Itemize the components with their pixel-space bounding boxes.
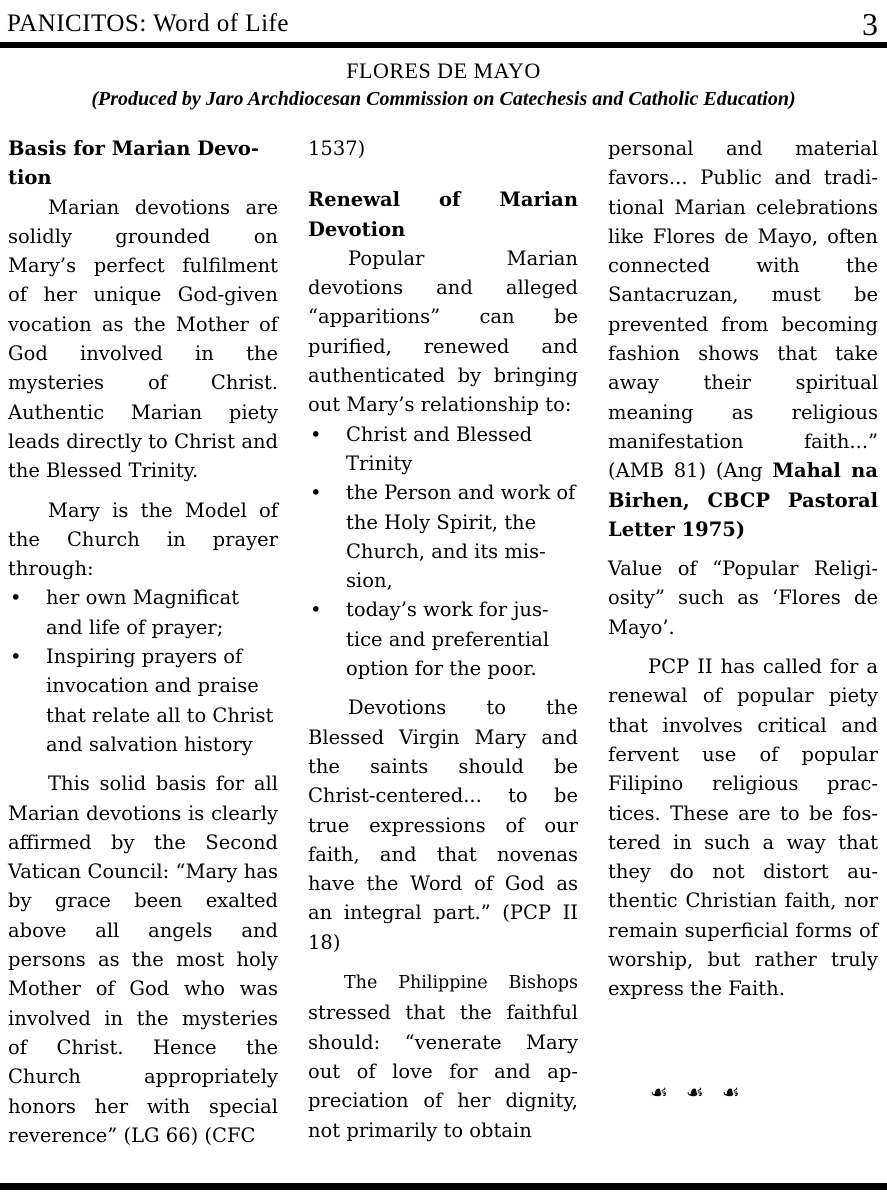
paragraph: Devotions to the Blessed Virgin Mary and the saints should be Christ-centered... to be true expressions of our faith, and that novenas have the Word of God as an integral part.” (PCP II 18): [308, 696, 578, 954]
section-heading-renewal: Renewal of Marian Devotion: [308, 188, 578, 241]
paragraph-text: personal and material favors... Public and traditional Marian celebrations like Flores de Mayo, often connected with the Santacruzan, must be prevented from becoming fashion shows that take away their spiritual meaning as religious manifestation faith...” (AMB 81) (Ang: [608, 137, 878, 483]
paragraph: PCP II has called for a renewal of popular piety that involves critical and fervent use of popular Filipino religious practices. These are to be fostered in such a way that they do not distort authentic Christian faith, nor remain superficial forms of worship, but rather truly express the Faith.: [608, 655, 878, 1001]
paragraph-lead: The Philippine Bishops: [344, 973, 578, 994]
page-number: 3: [862, 6, 878, 42]
section-heading-basis: Basis for Marian Devotion: [8, 137, 259, 190]
paragraph: Marian devotions are solidly grounded on Mary’s perfect fulfilment of her unique God-given vocation as the Mother of God involved in the mysteries of Christ. Authentic Marian piety leads directly to Christ and the Blessed Trinity.: [8, 195, 278, 483]
page-header: [7, 6, 880, 42]
paragraph: [308, 967, 578, 1145]
article-byline: (Produced by Jaro Archdiocesan Commission on Catechesis and Catholic Education): [91, 88, 796, 110]
paragraph-rest: stressed that the faithful should: “venerate Mary out of love for and appreciation of her dignity, not primarily to obtain: [308, 1001, 578, 1142]
paragraph-continuation: 1537): [308, 137, 366, 160]
publication-title: PANICITOS: Word of Life: [7, 10, 289, 37]
column-3: [608, 134, 878, 1004]
column-2: [308, 134, 578, 1145]
bullet-list: [308, 420, 578, 684]
article-title: FLORES DE MAYO: [346, 58, 541, 83]
top-rule: [0, 42, 887, 48]
paragraph: Popular Marian devotions and alleged “apparitions” can be purified, renewed and authenticated by bringing out Mary’s relationship to:: [308, 246, 578, 417]
list-item: • Christ and Blessed Trinity: [308, 420, 578, 479]
list-item: • the Person and work of the Holy Spirit, the Church, and its mission,: [308, 478, 578, 595]
bullet-list: [8, 583, 278, 759]
citation-bold: Mahal na Birhen, CBCP Pastoral Letter 1975): [608, 459, 878, 541]
bottom-rule: [0, 1183, 887, 1190]
paragraph: Value of “Popular Religiosity” such as ‘Flores de Mayo’.: [608, 557, 878, 639]
column-1: [8, 134, 278, 1150]
paragraph: This solid basis for all Marian devotions is clearly affirmed by the Second Vatican Council: “Mary has by grace been exalted above all angels and persons as the most holy Mother of God who was involved in the mysteries of Christ. Hence the Church appropriately honors her with special reverence” (LG 66) (CFC: [8, 772, 278, 1147]
list-item: • Inspiring prayers of invocation and praise that relate all to Christ and salvation history: [8, 642, 278, 759]
paragraph: Mary is the Model of the Church in prayer through:: [8, 498, 278, 581]
list-item: • today’s work for justice and preferential option for the poor.: [308, 595, 578, 683]
paragraph: [608, 134, 878, 544]
list-item: • her own Magnificat and life of prayer;: [8, 583, 278, 642]
decorative-ornament-icon: ☙☙☙: [650, 1080, 758, 1104]
